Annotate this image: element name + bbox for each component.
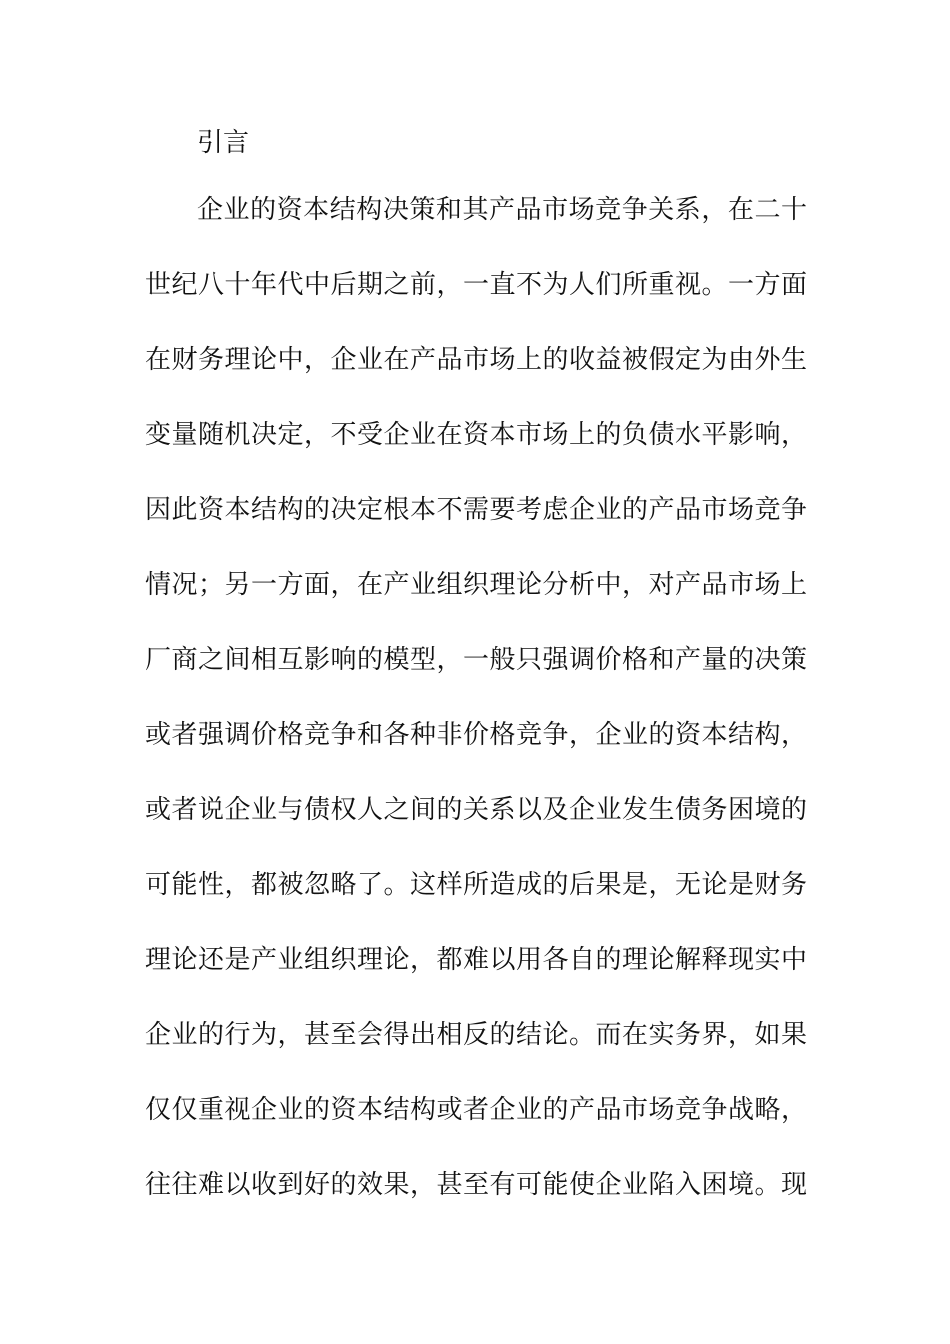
section-heading: 引言 [197,128,250,158]
paragraph-line-11: 理论还是产业组织理论，都难以用各自的理论解释现实中 [145,945,807,975]
paragraph-line-9: 或者说企业与债权人之间的关系以及企业发生债务困境的 [145,795,807,825]
paragraph-line-12: 企业的行为，甚至会得出相反的结论。而在实务界，如果 [145,1020,807,1050]
paragraph-line-5: 因此资本结构的决定根本不需要考虑企业的产品市场竞争 [145,495,807,525]
paragraph-line-6: 情况；另一方面，在产业组织理论分析中，对产品市场上 [145,570,807,600]
paragraph-line-7: 厂商之间相互影响的模型，一般只强调价格和产量的决策 [145,645,807,675]
paragraph-line-10: 可能性，都被忽略了。这样所造成的后果是，无论是财务 [145,870,807,900]
paragraph-line-14: 往往难以收到好的效果，甚至有可能使企业陷入困境。现 [145,1170,807,1200]
paragraph-line-2: 世纪八十年代中后期之前，一直不为人们所重视。一方面 [145,270,807,300]
paragraph-line-13: 仅仅重视企业的资本结构或者企业的产品市场竞争战略， [145,1095,807,1125]
paragraph-line-1: 企业的资本结构决策和其产品市场竞争关系，在二十 [197,195,807,225]
paragraph-line-3: 在财务理论中，企业在产品市场上的收益被假定为由外生 [145,345,807,375]
paragraph-line-8: 或者强调价格竞争和各种非价格竞争，企业的资本结构， [145,720,807,750]
paragraph-line-4: 变量随机决定，不受企业在资本市场上的负债水平影响， [145,420,807,450]
